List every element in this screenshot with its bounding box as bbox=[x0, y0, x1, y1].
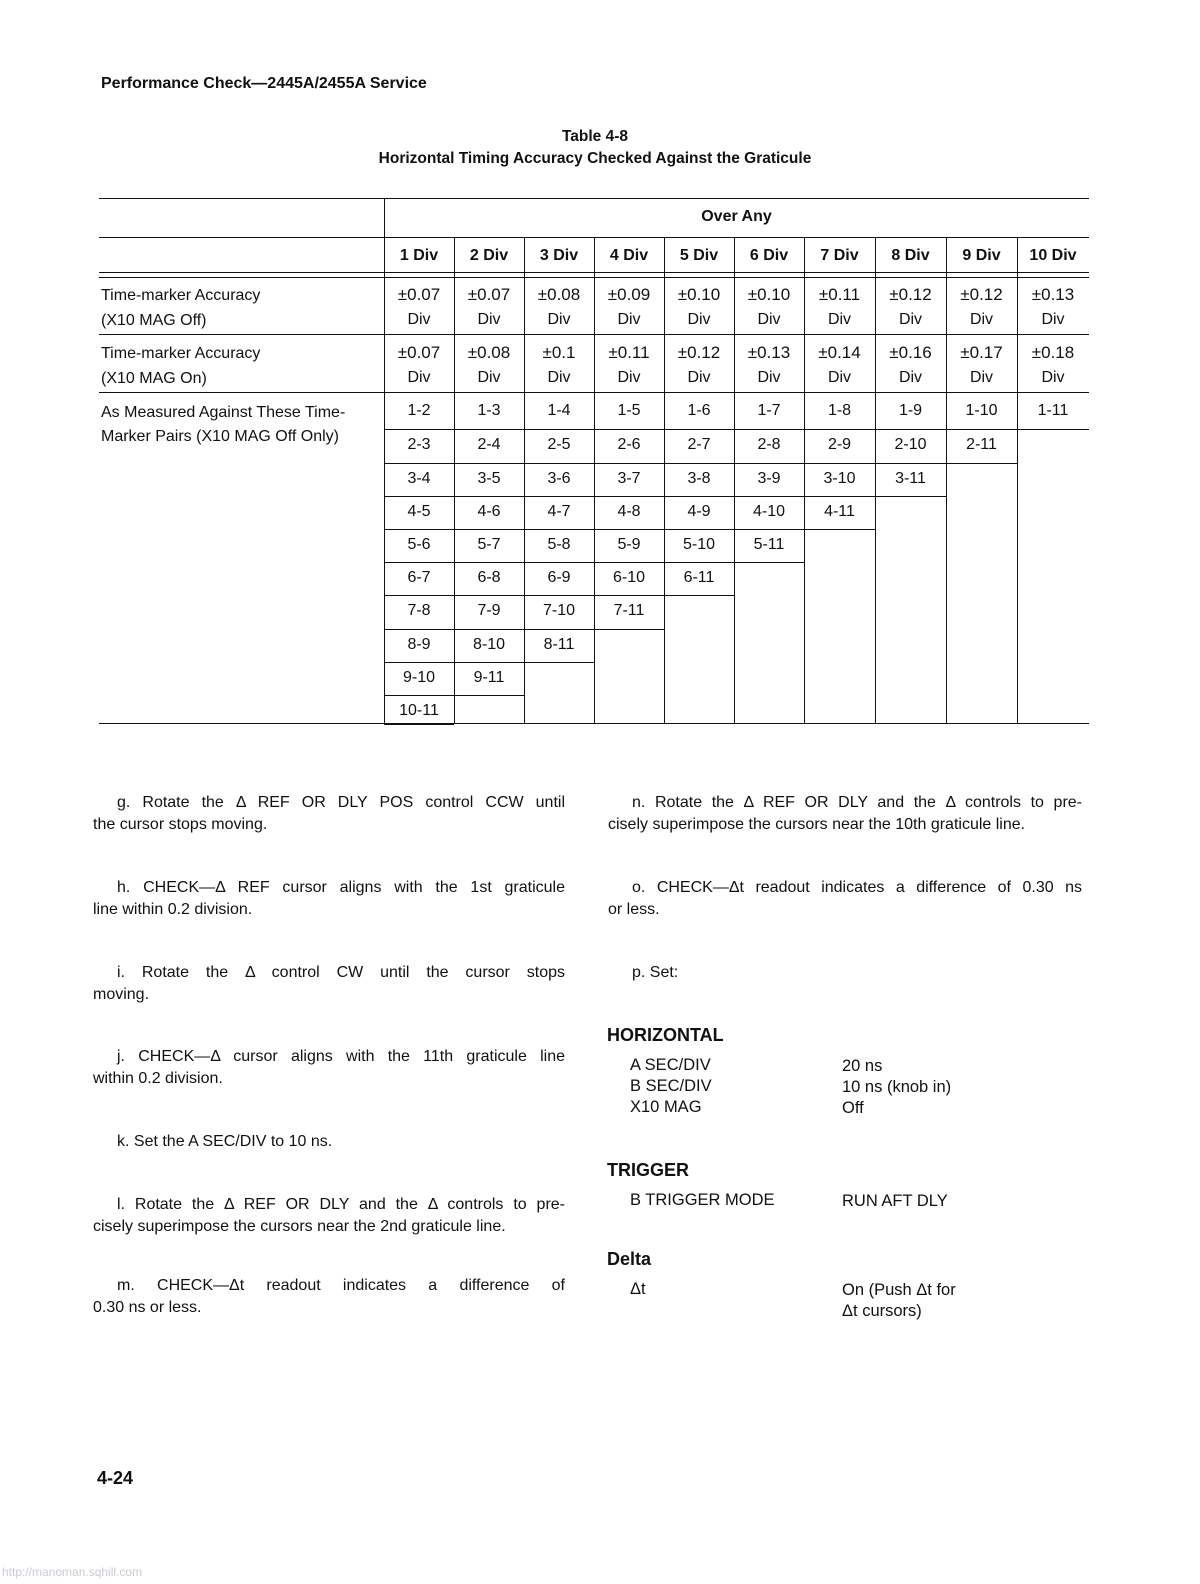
accuracy-value: ±0.17 bbox=[960, 343, 1003, 362]
pairs-cell-rule bbox=[454, 629, 524, 630]
accuracy-value: ±0.1 bbox=[542, 343, 576, 362]
pairs-cell-rule bbox=[454, 529, 524, 530]
accuracy-value: ±0.07 bbox=[467, 285, 511, 304]
pairs-cell-rule bbox=[875, 429, 946, 430]
pairs-cell-rule bbox=[946, 463, 1017, 464]
pairs-cell-rule bbox=[1017, 429, 1089, 430]
table-title: Horizontal Timing Accuracy Checked Against the Graticule bbox=[378, 150, 812, 167]
step-l: l. Rotate the Δ REF OR DLY and the Δ controls to pre- cisely superimpose the cursors near the 2nd graticule line. bbox=[93, 1196, 565, 1235]
accuracy-value: ±0.08 bbox=[537, 285, 581, 304]
marker-pair: 3-10 bbox=[823, 470, 856, 487]
marker-pair: 6-9 bbox=[547, 569, 571, 586]
pairs-cell-rule bbox=[594, 629, 664, 630]
pairs-cell-rule bbox=[524, 496, 594, 497]
marker-pair: 3-11 bbox=[895, 470, 926, 487]
marker-pair: 1-9 bbox=[898, 402, 923, 419]
accuracy-unit: Div bbox=[617, 369, 641, 386]
accuracy-value: ±0.07 bbox=[397, 343, 441, 362]
marker-pair: 3-9 bbox=[757, 470, 781, 487]
accuracy-value: ±0.09 bbox=[607, 285, 651, 304]
accuracy-unit: Div bbox=[827, 369, 852, 386]
accuracy-value: ±0.07 bbox=[397, 285, 441, 304]
marker-pair: 9-11 bbox=[473, 669, 505, 686]
setting-b-sec-div-value: 10 ns (knob in) bbox=[842, 1078, 952, 1096]
marker-pair: 4-8 bbox=[617, 503, 641, 520]
pairs-cell-rule bbox=[454, 562, 524, 563]
trigger-heading: TRIGGER bbox=[607, 1160, 690, 1180]
pairs-cell-rule bbox=[524, 529, 594, 530]
marker-pair: 6-7 bbox=[407, 569, 431, 586]
marker-pair: 5-6 bbox=[407, 536, 431, 553]
accuracy-value: ±0.12 bbox=[677, 343, 721, 362]
marker-pair: 5-11 bbox=[753, 536, 785, 553]
pairs-cell-rule bbox=[384, 629, 454, 630]
marker-pair: 4-11 bbox=[824, 503, 855, 520]
marker-pair: 1-6 bbox=[687, 402, 711, 419]
accuracy-unit: Div bbox=[898, 369, 923, 386]
marker-pair: 2-4 bbox=[477, 436, 501, 453]
pairs-cell-rule bbox=[594, 463, 664, 464]
accuracy-unit: Div bbox=[407, 311, 431, 328]
table-number: Table 4-8 bbox=[561, 128, 629, 145]
marker-pair: 4-5 bbox=[407, 503, 431, 520]
pairs-cell-rule bbox=[384, 529, 454, 530]
column-header-10-div: 10 Div bbox=[1029, 247, 1077, 264]
marker-pair: 7-11 bbox=[613, 602, 645, 619]
marker-pair: 2-10 bbox=[894, 436, 927, 453]
marker-pair: 5-7 bbox=[477, 536, 501, 553]
accuracy-value: ±0.18 bbox=[1031, 343, 1075, 362]
marker-pair: 4-9 bbox=[687, 503, 711, 520]
pairs-cell-rule bbox=[734, 463, 804, 464]
marker-pair: 7-8 bbox=[407, 602, 431, 619]
pairs-cell-rule bbox=[664, 562, 734, 563]
marker-pair: 8-10 bbox=[472, 636, 506, 653]
pairs-cell-rule bbox=[454, 463, 524, 464]
setting-a-sec-div-value: 20 ns bbox=[842, 1057, 883, 1075]
marker-pair: 1-3 bbox=[477, 402, 501, 419]
accuracy-unit: Div bbox=[547, 311, 571, 328]
step-j: j. CHECK—Δ cursor aligns with the 11th graticule line within 0.2 division. bbox=[93, 1048, 565, 1087]
accuracy-unit: Div bbox=[969, 369, 994, 386]
marker-pair: 3-6 bbox=[547, 470, 571, 487]
step-h: h. CHECK—Δ REF cursor aligns with the 1st graticule line within 0.2 division. bbox=[93, 879, 565, 918]
column-header-8-div: 8 Div bbox=[891, 247, 930, 264]
marker-pair: 9-10 bbox=[402, 669, 436, 686]
column-header-6-div: 6 Div bbox=[749, 247, 789, 264]
pairs-cell-rule bbox=[804, 429, 875, 430]
pairs-cell-rule bbox=[384, 662, 454, 663]
pairs-cell-rule bbox=[454, 496, 524, 497]
pairs-cell-rule bbox=[664, 429, 734, 430]
accuracy-value: ±0.12 bbox=[889, 285, 932, 304]
running-header: Performance Check—2445A/2455A Service bbox=[101, 75, 427, 92]
accuracy-value: ±0.13 bbox=[1031, 285, 1075, 304]
pairs-cell-rule bbox=[524, 629, 594, 630]
pairs-cell-rule bbox=[454, 429, 524, 430]
accuracy-value: ±0.16 bbox=[889, 343, 932, 362]
pairs-cell-rule bbox=[594, 429, 664, 430]
pairs-cell-rule bbox=[804, 496, 875, 497]
pairs-cell-rule bbox=[594, 562, 664, 563]
marker-pair: 5-10 bbox=[682, 536, 716, 553]
pairs-cell-rule bbox=[664, 496, 734, 497]
accuracy-unit: Div bbox=[407, 369, 431, 386]
accuracy-unit: Div bbox=[477, 311, 501, 328]
marker-pair: 3-4 bbox=[407, 470, 431, 487]
marker-pair: 3-7 bbox=[617, 470, 641, 487]
pairs-cell-rule bbox=[946, 429, 1017, 430]
pairs-cell-rule bbox=[384, 595, 454, 596]
pairs-cell-rule bbox=[734, 496, 804, 497]
accuracy-unit: Div bbox=[687, 369, 711, 386]
marker-pair: 2-8 bbox=[757, 436, 781, 453]
pairs-cell-rule bbox=[384, 496, 454, 497]
pairs-cell-rule bbox=[384, 429, 454, 430]
step-k: k. Set the A SEC/DIV to 10 ns. bbox=[117, 1133, 333, 1150]
marker-pair: 7-10 bbox=[542, 602, 576, 619]
column-header-3-div: 3 Div bbox=[539, 247, 579, 264]
marker-pair: 2-7 bbox=[687, 436, 711, 453]
accuracy-unit: Div bbox=[969, 311, 994, 328]
step-g: g. Rotate the Δ REF OR DLY POS control CCW until the cursor stops moving. bbox=[93, 794, 565, 833]
pairs-cell-rule bbox=[594, 496, 664, 497]
marker-pair: 1-10 bbox=[965, 402, 998, 419]
pairs-cell-rule bbox=[524, 595, 594, 596]
setting-b-trigger-mode-value: RUN AFT DLY bbox=[842, 1192, 948, 1210]
row-label: Time-marker Accuracy bbox=[101, 287, 261, 304]
watermark: http://manoman.sqhill.com bbox=[2, 1565, 143, 1579]
marker-pair: 2-9 bbox=[827, 436, 852, 453]
page-number: 4-24 bbox=[97, 1468, 134, 1488]
column-header-1-div: 1 Div bbox=[399, 247, 439, 264]
pairs-cell-rule bbox=[594, 529, 664, 530]
row-label-sub: (X10 MAG On) bbox=[101, 370, 207, 387]
pairs-label-sub: Marker Pairs (X10 MAG Off Only) bbox=[101, 428, 339, 445]
pairs-cell-rule bbox=[384, 562, 454, 563]
marker-pair: 8-11 bbox=[543, 636, 575, 653]
row-label: Time-marker Accuracy bbox=[101, 345, 261, 362]
accuracy-unit: Div bbox=[757, 311, 781, 328]
accuracy-value: ±0.12 bbox=[960, 285, 1003, 304]
marker-pair: 3-8 bbox=[687, 470, 711, 487]
marker-pair: 5-8 bbox=[547, 536, 571, 553]
step-i: i. Rotate the Δ control CW until the cursor stops moving. bbox=[93, 964, 565, 1003]
pairs-cell-rule bbox=[664, 463, 734, 464]
marker-pair: 1-7 bbox=[757, 402, 781, 419]
accuracy-value: ±0.10 bbox=[747, 285, 791, 304]
marker-pair: 1-8 bbox=[827, 402, 852, 419]
setting-b-trigger-mode-label: B TRIGGER MODE bbox=[630, 1191, 775, 1209]
accuracy-unit: Div bbox=[757, 369, 781, 386]
marker-pair: 4-7 bbox=[547, 503, 571, 520]
accuracy-unit: Div bbox=[547, 369, 571, 386]
pairs-cell-rule bbox=[524, 662, 594, 663]
marker-pair: 2-3 bbox=[407, 436, 431, 453]
setting-x10-mag-value: Off bbox=[842, 1099, 864, 1117]
marker-pair: 4-6 bbox=[477, 503, 501, 520]
setting-delta-t-label: Δt bbox=[630, 1280, 646, 1298]
accuracy-unit: Div bbox=[827, 311, 852, 328]
accuracy-unit: Div bbox=[898, 311, 923, 328]
pairs-cell-rule bbox=[384, 724, 454, 725]
pairs-cell-rule bbox=[664, 595, 734, 596]
pairs-cell-rule bbox=[454, 595, 524, 596]
column-header-5-div: 5 Div bbox=[679, 247, 719, 264]
marker-pair: 1-2 bbox=[407, 402, 431, 419]
marker-pair: 2-5 bbox=[547, 436, 571, 453]
marker-pair: 1-4 bbox=[547, 402, 571, 419]
pairs-cell-rule bbox=[804, 529, 875, 530]
step-n: n. Rotate the Δ REF OR DLY and the Δ controls to pre- cisely superimpose the cursors near the 10th graticule line. bbox=[608, 794, 1082, 833]
marker-pair: 3-5 bbox=[477, 470, 501, 487]
accuracy-unit: Div bbox=[687, 311, 711, 328]
setting-delta-t-value: On (Push Δt for bbox=[842, 1281, 956, 1299]
pairs-label: As Measured Against These Time- bbox=[101, 404, 346, 421]
marker-pair: 1-5 bbox=[617, 402, 641, 419]
pairs-cell-rule bbox=[734, 529, 804, 530]
marker-pair: 8-9 bbox=[407, 636, 431, 653]
marker-pair: 6-8 bbox=[477, 569, 501, 586]
marker-pair: 6-11 bbox=[683, 569, 715, 586]
table-top-rule bbox=[99, 198, 1089, 199]
accuracy-value: ±0.11 bbox=[818, 285, 861, 304]
accuracy-value: ±0.08 bbox=[467, 343, 511, 362]
setting-delta-t-value-cont: Δt cursors) bbox=[842, 1302, 922, 1320]
accuracy-unit: Div bbox=[1041, 311, 1065, 328]
horizontal-heading: HORIZONTAL bbox=[607, 1025, 724, 1045]
pairs-cell-rule bbox=[875, 496, 946, 497]
pairs-cell-rule bbox=[875, 463, 946, 464]
pairs-cell-rule bbox=[664, 529, 734, 530]
accuracy-value: ±0.11 bbox=[608, 343, 650, 362]
marker-pair: 7-9 bbox=[477, 602, 501, 619]
pairs-cell-rule bbox=[384, 463, 454, 464]
marker-pair: 4-10 bbox=[752, 503, 786, 520]
pairs-cell-rule bbox=[524, 463, 594, 464]
row-label-sub: (X10 MAG Off) bbox=[101, 312, 207, 329]
step-o: o. CHECK—Δt readout indicates a difference of 0.30 ns or less. bbox=[608, 879, 1082, 918]
pairs-cell-rule bbox=[804, 463, 875, 464]
pairs-cell-rule bbox=[454, 662, 524, 663]
marker-pair: 2-11 bbox=[966, 436, 997, 453]
pairs-cell-rule bbox=[524, 429, 594, 430]
step-m: m. CHECK—Δt readout indicates a difference of 0.30 ns or less. bbox=[93, 1277, 565, 1316]
accuracy-unit: Div bbox=[477, 369, 501, 386]
pairs-cell-rule bbox=[734, 562, 804, 563]
accuracy-value: ±0.10 bbox=[677, 285, 721, 304]
pairs-column-rule bbox=[1017, 392, 1018, 724]
pairs-cell-rule bbox=[384, 695, 454, 696]
step-p: p. Set: bbox=[632, 964, 679, 981]
accuracy-value: ±0.13 bbox=[747, 343, 791, 362]
pairs-cell-rule bbox=[734, 429, 804, 430]
marker-pair: 10-11 bbox=[399, 702, 439, 719]
column-header-7-div: 7 Div bbox=[820, 247, 859, 264]
marker-pair: 1-11 bbox=[1037, 402, 1069, 419]
over-any-header: Over Any bbox=[701, 208, 772, 225]
marker-pair: 6-10 bbox=[612, 569, 646, 586]
column-header-9-div: 9 Div bbox=[962, 247, 1001, 264]
accuracy-value: ±0.14 bbox=[818, 343, 861, 362]
accuracy-unit: Div bbox=[1041, 369, 1065, 386]
setting-x10-mag-label: X10 MAG bbox=[630, 1098, 702, 1116]
pairs-cell-rule bbox=[524, 562, 594, 563]
marker-pair: 5-9 bbox=[617, 536, 641, 553]
column-header-4-div: 4 Div bbox=[609, 247, 649, 264]
marker-pair: 2-6 bbox=[617, 436, 641, 453]
setting-b-sec-div-label: B SEC/DIV bbox=[630, 1077, 712, 1095]
pairs-cell-rule bbox=[454, 695, 524, 696]
column-header-2-div: 2 Div bbox=[469, 247, 509, 264]
accuracy-unit: Div bbox=[617, 311, 641, 328]
delta-heading: Delta bbox=[607, 1249, 652, 1269]
setting-a-sec-div-label: A SEC/DIV bbox=[630, 1056, 711, 1074]
pairs-cell-rule bbox=[594, 595, 664, 596]
